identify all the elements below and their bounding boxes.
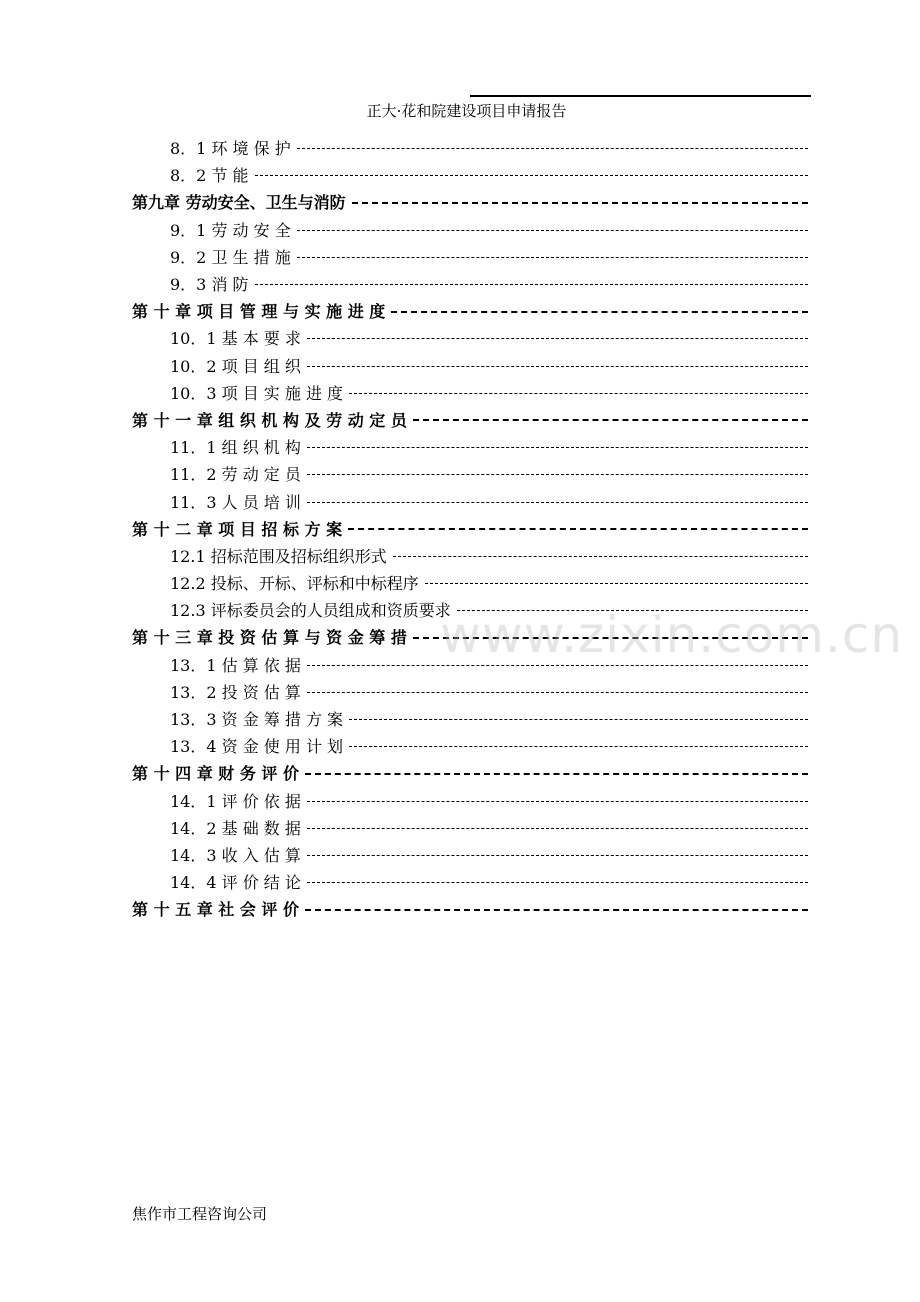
toc-chapter-entry [132, 515, 808, 542]
toc-entry-label: 12.2 投标、开标、评标和中标程序 [170, 574, 419, 594]
toc-section-entry [132, 678, 808, 705]
toc-dot-leader [297, 230, 808, 231]
toc-section-entry [132, 161, 808, 188]
toc-entry-label: 12.1 招标范围及招标组织形式 [170, 546, 387, 566]
toc-section-entry [132, 433, 808, 460]
toc-dot-leader [255, 175, 808, 176]
toc-dot-leader [307, 366, 808, 367]
toc-entry-label: 第 十 章 项 目 管 理 与 实 施 进 度 [132, 302, 386, 322]
company-name: 焦作市工程咨询公司 [132, 1205, 268, 1223]
toc-dot-leader [393, 556, 808, 557]
toc-dot-leader [307, 502, 808, 503]
toc-entry-label: 13．2 投 资 估 算 [170, 682, 301, 702]
toc-section-entry [132, 352, 808, 379]
toc-dot-leader [352, 202, 808, 204]
toc-section-entry [132, 841, 808, 868]
header-rule [470, 95, 811, 97]
toc-chapter-entry [132, 895, 808, 922]
toc-section-entry [132, 134, 808, 161]
report-title: 正大·花和院建设项目申请报告 [366, 102, 567, 120]
watermark: www.zixin.com.cn [440, 606, 904, 664]
toc-section-entry [132, 705, 808, 732]
toc-dot-leader [349, 746, 808, 747]
toc-entry-label: 第 十 三 章 投 资 估 算 与 资 金 筹 措 [132, 628, 407, 648]
toc-chapter-entry [132, 188, 808, 215]
toc-dot-leader [297, 257, 808, 258]
toc-entry-label: 8．2 节 能 [170, 166, 249, 186]
toc-dot-leader [413, 637, 808, 639]
toc-dot-leader [307, 801, 808, 802]
table-of-contents [132, 134, 808, 922]
toc-dot-leader [307, 882, 808, 883]
toc-entry-label: 第 十 二 章 项 目 招 标 方 案 [132, 519, 343, 539]
page-header [0, 100, 920, 121]
toc-entry-label: 第 十 五 章 社 会 评 价 [132, 900, 299, 920]
toc-entry-label: 10．3 项 目 实 施 进 度 [170, 383, 344, 403]
toc-section-entry [132, 487, 808, 514]
toc-entry-label: 第 十 一 章 组 织 机 构 及 劳 动 定 员 [132, 410, 407, 430]
toc-chapter-entry [132, 623, 808, 650]
toc-section-entry [132, 814, 808, 841]
toc-entry-label: 10．1 基 本 要 求 [170, 329, 301, 349]
toc-dot-leader [297, 148, 808, 149]
toc-section-entry [132, 868, 808, 895]
toc-dot-leader [307, 855, 808, 856]
toc-entry-label: 8．1 环 境 保 护 [170, 139, 291, 159]
toc-chapter-entry [132, 759, 808, 786]
toc-section-entry [132, 651, 808, 678]
toc-entry-label: 11．1 组 织 机 构 [170, 438, 301, 458]
toc-dot-leader [348, 528, 808, 530]
toc-entry-label: 14．1 评 价 依 据 [170, 791, 301, 811]
toc-entry-label: 10．2 项 目 组 织 [170, 356, 301, 376]
toc-entry-label: 9．1 劳 动 安 全 [170, 220, 291, 240]
toc-dot-leader [307, 338, 808, 339]
toc-entry-label: 9．2 卫 生 措 施 [170, 247, 291, 267]
toc-entry-label: 9．3 消 防 [170, 275, 249, 295]
toc-dot-leader [305, 773, 808, 775]
toc-dot-leader [307, 474, 808, 475]
toc-entry-label: 11．3 人 员 培 训 [170, 492, 301, 512]
toc-section-entry [132, 732, 808, 759]
toc-dot-leader [305, 909, 808, 911]
toc-section-entry [132, 460, 808, 487]
toc-section-entry [132, 542, 808, 569]
toc-entry-label: 第 十 四 章 财 务 评 价 [132, 764, 299, 784]
toc-section-entry [132, 596, 808, 623]
toc-entry-label: 第九章 劳动安全、卫生与消防 [132, 193, 346, 213]
toc-dot-leader [255, 284, 808, 285]
toc-entry-label: 14．4 评 价 结 论 [170, 873, 301, 893]
toc-dot-leader [413, 419, 808, 421]
toc-section-entry [132, 243, 808, 270]
toc-dot-leader [307, 447, 808, 448]
toc-entry-label: 13．4 资 金 使 用 计 划 [170, 737, 344, 757]
toc-section-entry [132, 324, 808, 351]
toc-dot-leader [307, 828, 808, 829]
toc-section-entry [132, 787, 808, 814]
toc-section-entry [132, 270, 808, 297]
toc-entry-label: 11．2 劳 动 定 员 [170, 465, 301, 485]
toc-dot-leader [391, 311, 808, 313]
toc-dot-leader [349, 719, 808, 720]
toc-chapter-entry [132, 297, 808, 324]
toc-entry-label: 14．2 基 础 数 据 [170, 818, 301, 838]
toc-dot-leader [349, 393, 808, 394]
page-footer [132, 1203, 267, 1224]
toc-entry-label: 12.3 评标委员会的人员组成和资质要求 [170, 601, 451, 621]
toc-dot-leader [457, 610, 808, 611]
toc-chapter-entry [132, 406, 808, 433]
toc-section-entry [132, 569, 808, 596]
toc-section-entry [132, 379, 808, 406]
toc-dot-leader [307, 665, 808, 666]
toc-dot-leader [307, 692, 808, 693]
toc-dot-leader [425, 583, 808, 584]
toc-entry-label: 13．3 资 金 筹 措 方 案 [170, 710, 344, 730]
toc-section-entry [132, 216, 808, 243]
toc-entry-label: 14．3 收 入 估 算 [170, 845, 301, 865]
toc-entry-label: 13．1 估 算 依 据 [170, 655, 301, 675]
